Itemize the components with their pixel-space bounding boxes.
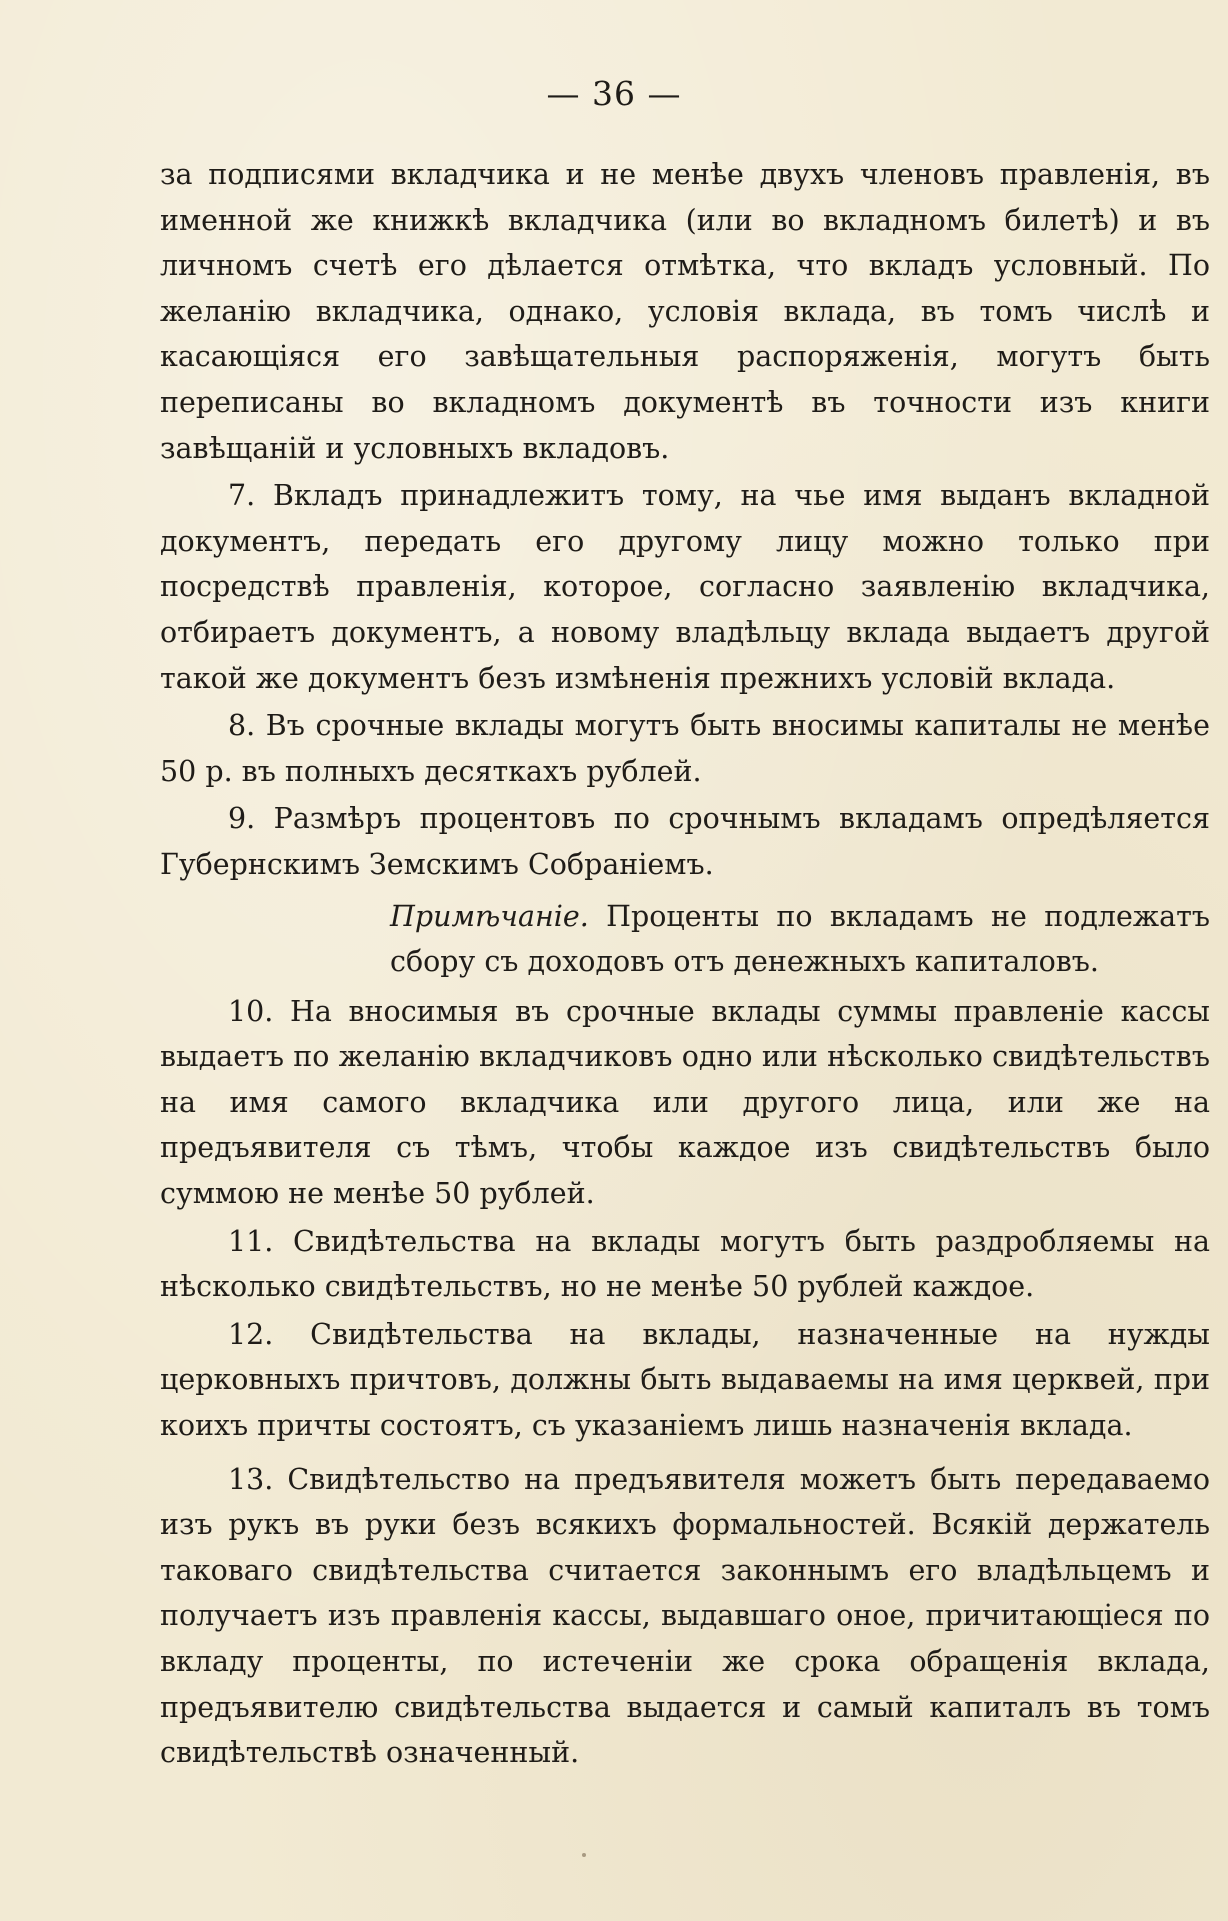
paragraph-12: 12. Свидѣтельства на вклады, назначенные на нужды церковныхъ причтовъ, должны быть выдаваемы на имя церквей, при коихъ причты состоятъ, съ указаніемъ лишь назначенія вклада. (160, 1317, 1210, 1443)
page-number: — 36 — (546, 74, 682, 113)
paragraph-9: 9. Размѣръ процентовъ по срочнымъ вкладамъ опредѣляется Губернскимъ Земскимъ Собраніемъ. (160, 802, 1210, 881)
paragraph-13: 13. Свидѣтельство на предъявителя можетъ быть передаваемо изъ рукъ въ руки безъ всякихъ формальностей. Всякій держатель таковаго свидѣтельства считается законнымъ его владѣльцемъ и получаетъ изъ правленія кассы, выдавшаго оное, причитающіеся по вкладу проценты, по истеченіи же срока обращенія вклада, предъявителю свидѣтельства выдается и самый капиталъ въ томъ свидѣтельствѣ означенный. (160, 1462, 1210, 1770)
note-text: Проценты по вкладамъ не подлежатъ сбору съ доходовъ отъ денежныхъ капиталовъ. (390, 899, 1210, 979)
paragraph-7: 7. Вкладъ принадлежитъ тому, на чье имя выданъ вкладной документъ, передать его другому лицу можно только при посредствѣ правленія, которое, согласно заявленію вкладчика, отбираетъ документъ, а новому владѣльцу вклада выдаетъ другой такой же документъ безъ измѣненія прежнихъ условій вклада. (160, 479, 1210, 695)
paragraph-8: 8. Въ срочные вклады могутъ быть вносимы капиталы не менѣе 50 р. въ полныхъ десяткахъ рублей. (160, 709, 1210, 788)
paragraph-10: 10. На вносимыя въ срочные вклады суммы правленіе кассы выдаетъ по желанію вкладчиковъ одно или нѣсколько свидѣтельствъ на имя самого вкладчика или другого лица, или же на предъявителя съ тѣмъ, чтобы каждое изъ свидѣтельствъ было суммою не менѣе 50 рублей. (160, 994, 1210, 1211)
note-block (390, 894, 1210, 985)
paragraph-continuation: за подписями вкладчика и не менѣе двухъ членовъ правленія, въ именной же книжкѣ вкладчика (или во вкладномъ билетѣ) и въ личномъ счетѣ его дѣлается отмѣтка, что вкладъ условный. По желанію вкладчика, однако, условія вклада, въ томъ числѣ и касающіяся его завѣщательныя распоряженія, могутъ быть переписаны во вкладномъ документѣ въ точности изъ книги завѣщаній и условныхъ вкладовъ. (160, 158, 1210, 465)
ink-speck (582, 1853, 586, 1857)
body-text (160, 152, 1210, 1776)
paragraph-11: 11. Свидѣтельства на вклады могутъ быть раздробляемы на нѣсколько свидѣтельствъ, но не менѣе 50 рублей каждое. (160, 1224, 1210, 1304)
note-label: Примѣчаніе. (390, 899, 589, 933)
